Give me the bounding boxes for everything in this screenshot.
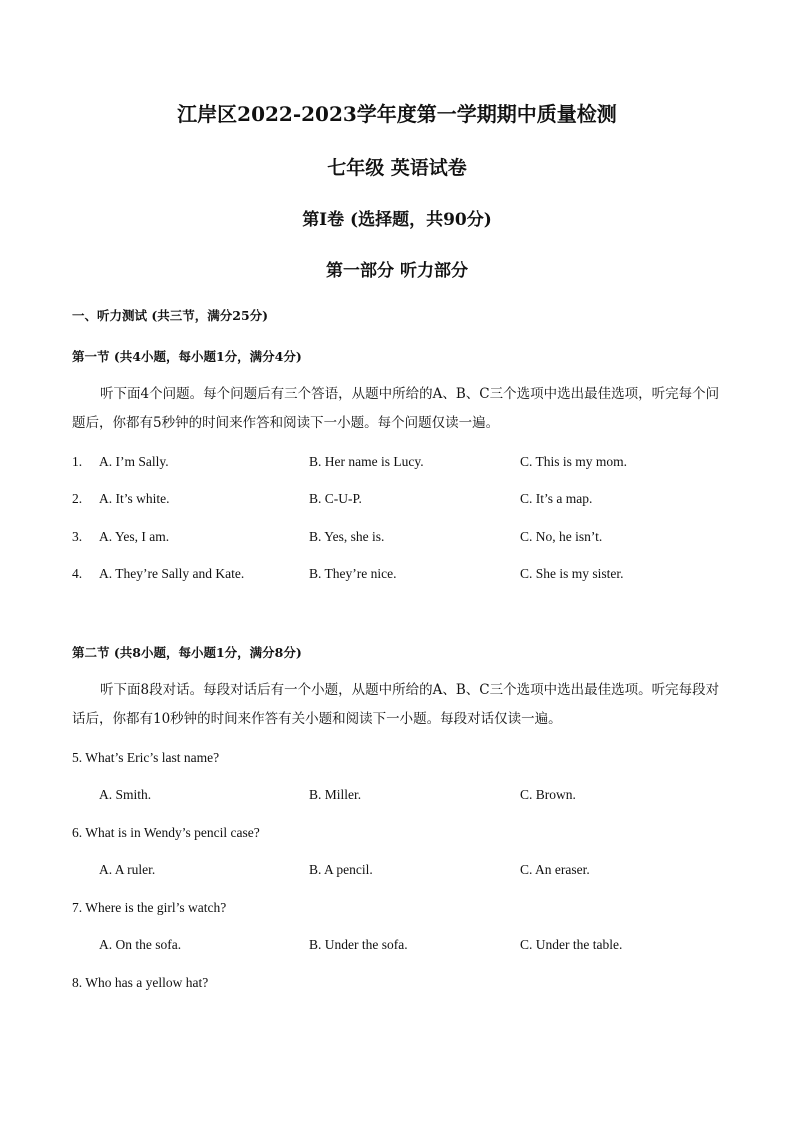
question-row — [0, 529, 794, 549]
option-a: A. I’m Sally. — [99, 454, 169, 469]
option-b: B. Miller. — [309, 787, 362, 802]
volume-heading: 第Ⅰ卷 (选择题，共90分) — [302, 210, 492, 230]
subsection-1-instruction: 听下面4个问题。每个问题后有三个答语，从题中所给的A、B、C三个选项中选出最佳选项，听完每个问题后，你都有5秒钟的时间来作答和阅读下一小题。每个问题仅读一遍。 — [72, 386, 720, 431]
option-a: A. It’s white. — [99, 491, 170, 506]
option-c: C. No, he isn’t. — [520, 529, 603, 544]
option-b: B. A pencil. — [309, 862, 373, 877]
part-heading: 第一部分 听力部分 — [326, 261, 468, 281]
option-c: C. This is my mom. — [520, 454, 628, 469]
option-c: C. Under the table. — [520, 937, 623, 952]
option-b: B. Her name is Lucy. — [309, 454, 424, 469]
option-a: A. On the sofa. — [99, 937, 182, 952]
option-a: A. A ruler. — [99, 862, 156, 877]
question-number: 1. — [72, 454, 83, 469]
subsection-1-heading: 第一节 (共4小题，每小题1分，满分4分) — [72, 349, 302, 364]
option-b: B. C-U-P. — [309, 491, 362, 506]
option-b: B. They’re nice. — [309, 566, 397, 581]
options-row — [0, 787, 794, 807]
option-c: C. An eraser. — [520, 862, 590, 877]
option-c: C. She is my sister. — [520, 566, 624, 581]
question-row — [0, 566, 794, 586]
option-b: B. Yes, she is. — [309, 529, 385, 544]
question-number: 2. — [72, 491, 83, 506]
question-text: 8. Who has a yellow hat? — [72, 975, 209, 990]
options-row — [0, 862, 794, 882]
option-b: B. Under the sofa. — [309, 937, 408, 952]
question-row — [0, 454, 794, 474]
option-c: C. Brown. — [520, 787, 576, 802]
question-number: 3. — [72, 529, 83, 544]
options-row — [0, 937, 794, 957]
exam-subtitle: 七年级 英语试卷 — [327, 157, 467, 179]
subsection-2-instruction: 听下面8段对话。每段对话后有一个小题，从题中所给的A、B、C三个选项中选出最佳选项。听完每段对话后，你都有10秒钟的时间来作答有关小题和阅读下一小题。每段对话仅读一遍。 — [72, 682, 720, 727]
question-text: 7. Where is the girl’s watch? — [72, 900, 227, 915]
exam-title: 江岸区2022-2023学年度第一学期期中质量检测 — [177, 102, 617, 126]
option-a: A. Yes, I am. — [99, 529, 170, 544]
option-a: A. Smith. — [99, 787, 152, 802]
question-text: 5. What’s Eric’s last name? — [72, 750, 220, 765]
option-c: C. It’s a map. — [520, 491, 593, 506]
section-heading: 一、听力测试 (共三节，满分25分) — [72, 308, 269, 323]
question-number: 4. — [72, 566, 83, 581]
subsection-2-heading: 第二节 (共8小题，每小题1分，满分8分) — [72, 645, 302, 660]
option-a: A. They’re Sally and Kate. — [99, 566, 245, 581]
question-text: 6. What is in Wendy’s pencil case? — [72, 825, 260, 840]
question-row — [0, 491, 794, 511]
